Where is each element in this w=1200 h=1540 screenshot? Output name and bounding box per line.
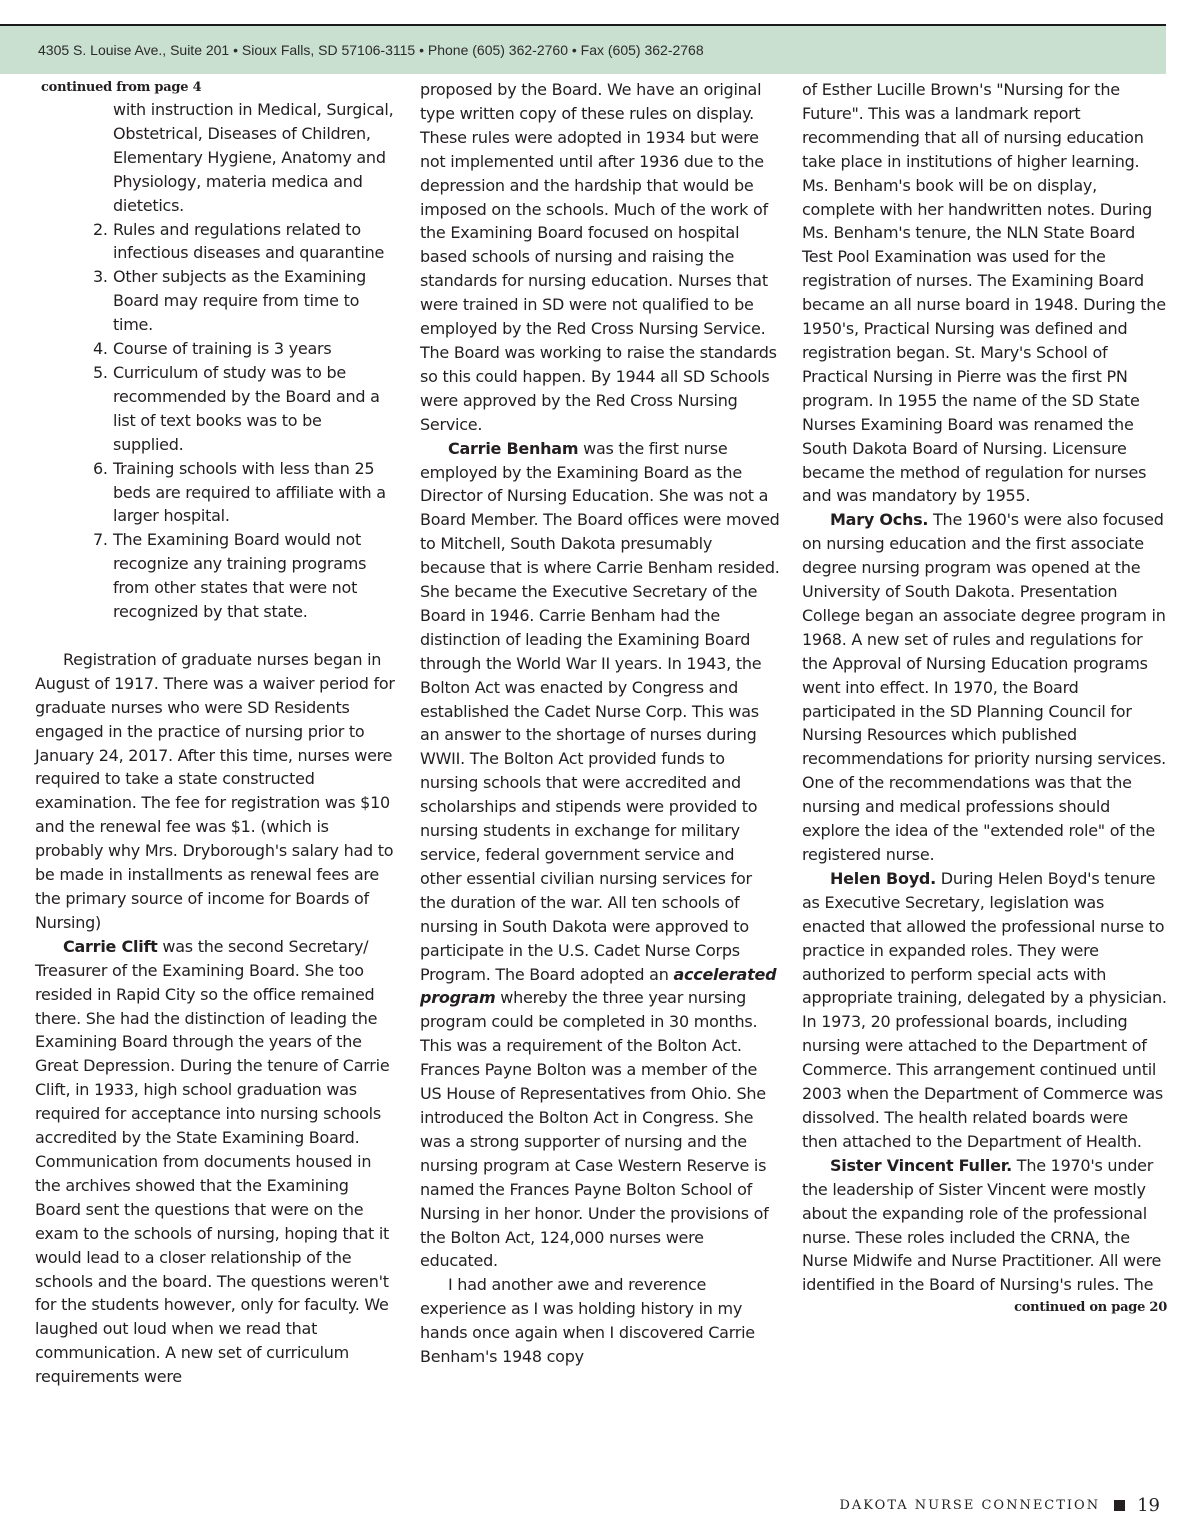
list-text: Curriculum of study was to be recommended by the Board and a list of text books was to be supplied. [113,362,380,454]
paragraph-registration: Registration of graduate nurses began in August of 1917. There was a waiver period for graduate nurses who were SD Residents engaged in the practice of nursing prior to January 24, 2017. After this time, nurses were required to take a state constructed examination. The fee for registration was $10 and the renewal fee was $1. (which is probably why Mrs. Dryborough's salary had to be made in installments as renewal fees are the primary source of income for Boards of Nursing) [35,649,395,932]
list-text: The Examining Board would not recognize any training programs from other states that were not recognized by that state. [113,530,367,622]
name-carrie-clift: Carrie Clift [63,936,158,956]
list-text: Rules and regulations related to infectious diseases and quarantine [113,219,385,263]
list-number: 3. [93,267,108,287]
list-number: 2. [93,219,108,239]
list-item [35,361,395,457]
article-column-3 [802,78,1167,1318]
paragraph-sister-vincent-fuller [802,1154,1167,1297]
list-item [35,265,395,337]
paragraph-mary-ochs [802,508,1167,867]
header-address: 4305 S. Louise Ave., Suite 201 • Sioux Falls, SD 57106-3115 • Phone (605) 362-2760 • Fax (605) 362-2768 [38,42,704,58]
accelerated-program-emphasis: accelerated program [420,964,777,1008]
list-number: 5. [93,362,108,382]
list-item [35,218,395,266]
paragraph-carrie-clift [35,935,395,1389]
list-intro: with instruction in Medical, Surgical, Obstetrical, Diseases of Children, Elementary Hygiene, Anatomy and Physiology, materia medica and dietetics. [113,100,394,215]
list-item [35,337,395,361]
text-carrie-clift: was the second Secretary/ Treasurer of the Examining Board. She too resided in Rapid City so the office remained there. She had the distinction of leading the Examining Board through the years of the Great Depression. During the tenure of Carrie Clift, in 1933, high school graduation was required for acceptance into nursing schools accredited by the State Examining Board. Communication from documents housed in the archives showed that the Examining Board sent the questions that were on the exam to the schools of nursing, hoping that it would lead to a closer relationship of the schools and the board. The questions weren't for the students however, only for faculty. We laughed out loud when we read that communication. A new set of curriculum requirements were [35,936,390,1387]
text-mary-ochs: The 1960's were also focused on nursing education and the first associate degree nursing program was opened at the University of South Dakota. Presentation College began an associate degree program in 1968. A new set of rules and regulations for the Approval of Nursing Education programs went into effect. In 1970, the Board participated in the SD Planning Council for Nursing Resources which published recommendations for priority nursing services. One of the recommendations was that the nursing and medical professions should explore the idea of the "extended role" of the registered nurse. [802,510,1167,864]
list-text: Other subjects as the Examining Board may require from time to time. [113,267,367,335]
text-carrie-benham-1: was the first nurse employed by the Examining Board as the Director of Nursing Education. She was not a Board Member. The Board offices were moved to Mitchell, South Dakota presumably because that is where Carrie Benham resided. She became the Executive Secretary of the Board in 1946. Carrie Benham had the distinction of leading the Examining Board through the World War II years. In 1943, the Bolton Act was enacted by Congress and established the Cadet Nurse Corp. This was an answer to the shortage of nurses during WWII. The Bolton Act provided funds to nursing schools that were accredited and scholarships and stipends were provided to nursing students in exchange for military service, federal government service and other essential civilian nursing services for the duration of the war. All ten schools of nursing in South Dakota were approved to participate in the U.S. Cadet Nurse Corps Program. The Board adopted an [420,438,780,984]
list-number: 6. [93,458,108,478]
square-bullet-icon [1114,1500,1125,1511]
name-mary-ochs: Mary Ochs. [830,510,929,530]
spacer [35,624,395,648]
name-carrie-benham: Carrie Benham [448,438,579,458]
paragraph-rules-proposed: proposed by the Board. We have an original type written copy of these rules on display. These rules were adopted in 1934 but were not implemented until after 1936 due to the depression and the hardship that would be imposed on the schools. Much of the work of the Examining Board focused on hospital based schools of nursing and raising the standards for nursing education. Nurses that were trained in SD were not qualified to be employed by the Red Cross Nursing Service. The Board was working to raise the standards so this could happen. By 1944 all SD Schools were approved by the Red Cross Nursing Service. [420,80,777,434]
paragraph-carrie-benham [420,437,780,1274]
publication-name: DAKOTA NURSE CONNECTION [839,1498,1101,1513]
list-item [35,457,395,529]
list-item [35,528,395,624]
article-column-2 [420,78,780,1369]
name-sister-vincent-fuller: Sister Vincent Fuller. [830,1155,1012,1175]
paragraph-helen-boyd [802,867,1167,1154]
header-bar [0,26,1166,74]
text-helen-boyd: During Helen Boyd's tenure as Executive Secretary, legislation was enacted that allowed the professional nurse to practice in expanded roles. They were authorized to perform special acts with appropriate training, delegated by a physician. In 1973, 20 professional boards, including nursing were attached to the Department of Commerce. This arrangement continued until 2003 when the Department of Commerce was dissolved. The health related boards were then attached to the Department of Health. [802,868,1167,1151]
text-carrie-benham-2: whereby the three year nursing program could be completed in 30 months. This was a requirement of the Bolton Act. Frances Payne Bolton was a member of the US House of Representatives from Ohio. She introduced the Bolton Act in Congress. She was a strong supporter of nursing and the nursing program at Case Western Reserve is named the Frances Payne Bolton School of Nursing in her honor. Under the provisions of the Bolton Act, 124,000 nurses were educated. [420,988,769,1271]
list-number: 4. [93,339,108,359]
continued-from-note: continued from page 4 [41,80,202,95]
page-number: 19 [1137,1495,1160,1516]
text-sister-vincent-fuller: The 1970's under the leadership of Sister Vincent were mostly about the expanding role of the professional nurse. These roles included the CRNA, the Nurse Midwife and Nurse Practitioner. All were identified in the Board of Nursing's rules. The [802,1155,1162,1295]
list-text: Course of training is 3 years [113,339,332,359]
list-text: Training schools with less than 25 beds are required to affiliate with a larger hospital. [113,458,386,526]
name-helen-boyd: Helen Boyd. [830,868,936,888]
requirements-list [35,218,395,624]
paragraph-esther-brown: of Esther Lucille Brown's "Nursing for the Future". This was a landmark report recommending that all of nursing education take place in institutions of higher learning. Ms. Benham's book will be on display, complete with her handwritten notes. During Ms. Benham's tenure, the NLN State Board Test Pool Examination was used for the registration of nurses. The Examining Board became an all nurse board in 1948. During the 1950's, Practical Nursing was defined and registration began. St. Mary's School of Practical Nursing in Pierre was the first PN program. In 1955 the name of the SD State Nurses Examining Board was renamed the South Dakota Board of Nursing. Licensure became the method of regulation for nurses and was mandatory by 1955. [802,80,1166,506]
paragraph-awe: I had another awe and reverence experience as I was holding history in my hands once again when I discovered Carrie Benham's 1948 copy [420,1275,755,1367]
article-column-1 [35,78,395,1389]
continued-on-link[interactable]: continued on page 20 [1014,1300,1167,1316]
list-number: 7. [93,530,108,550]
page-footer [840,1495,1161,1516]
